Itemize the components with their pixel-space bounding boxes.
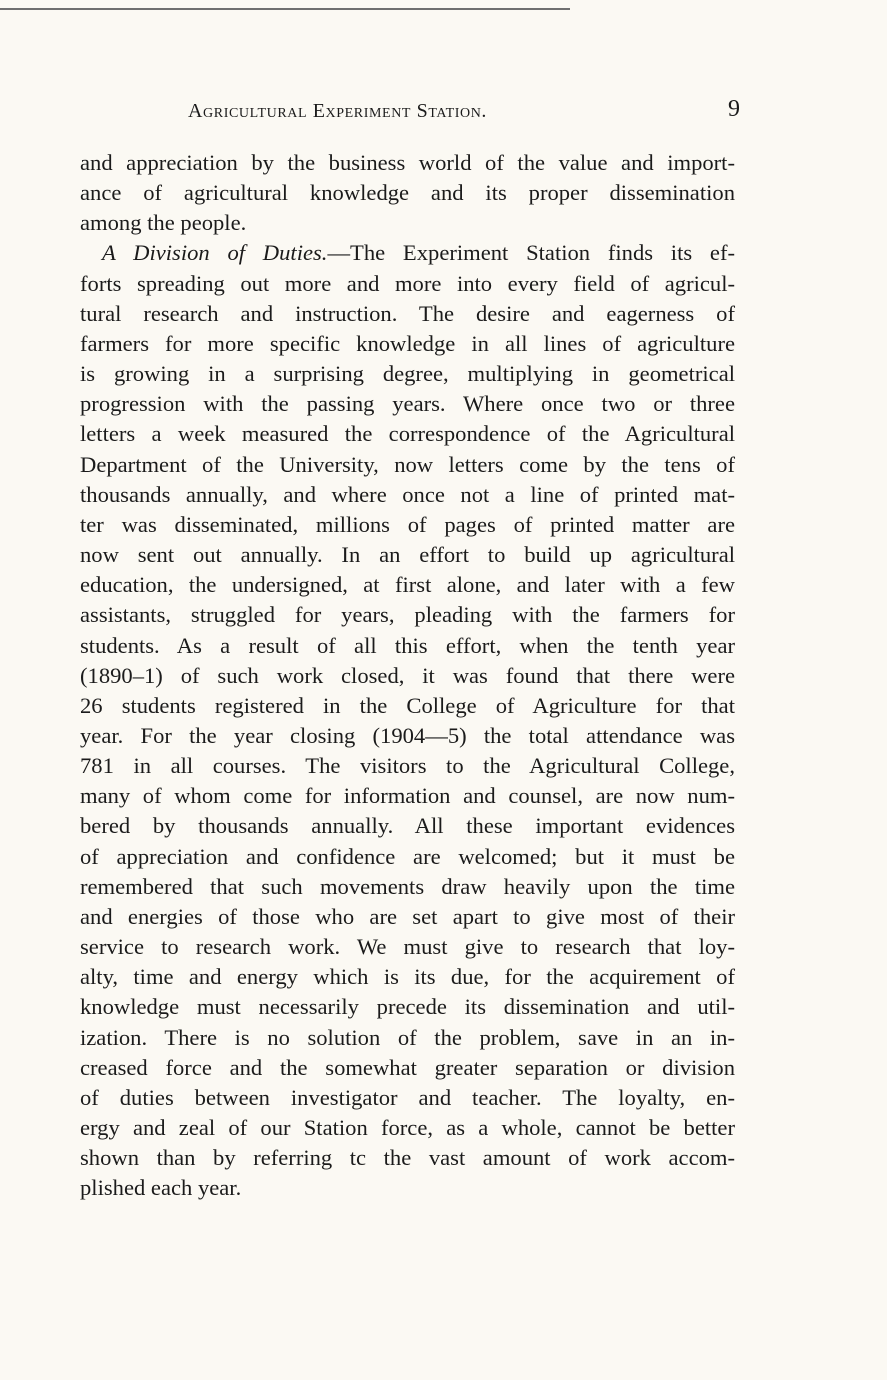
text-line: 781 in all courses. The visitors to the Agricultural College, (80, 753, 735, 779)
text-line: knowledge must necessarily precede its dissemination and util- (80, 994, 735, 1020)
running-head: Agricultural Experiment Station. (188, 100, 488, 122)
text-line: letters a week measured the correspondence of the Agricultural (80, 421, 735, 447)
text-line: (1890–1) of such work closed, it was found that there were (80, 662, 735, 688)
text-line: of duties between investigator and teacher. The loyalty, en- (80, 1084, 735, 1110)
text-line: and appreciation by the business world of the value and import- (80, 150, 735, 175)
text-line: service to research work. We must give to research that loy- (80, 934, 735, 960)
text-line: forts spreading out more and more into every field of agricul- (80, 270, 735, 296)
text-line: bered by thousands annually. All these important evidences (80, 813, 735, 839)
text-line: Department of the University, now letters come by the tens of (80, 451, 735, 477)
text-line: and energies of those who are set apart to give most of their (80, 903, 735, 929)
text-line: progression with the passing years. Where once two or three (80, 391, 735, 417)
page-number: 9 (728, 96, 740, 122)
text-line-first (80, 238, 735, 268)
text-line: assistants, struggled for years, pleading with the farmers for (80, 602, 735, 628)
text-line: alty, time and energy which is its due, for the acquirement of (80, 964, 735, 990)
paragraph-division-of-duties (80, 238, 735, 1203)
text-line: is growing in a surprising degree, multiplying in geometrical (80, 361, 735, 387)
body-text (80, 148, 735, 1203)
text-line: plished each year. (80, 1175, 242, 1201)
page-header (80, 96, 740, 130)
text-line: remembered that such movements draw heavily upon the time (80, 873, 735, 899)
text-line: creased force and the somewhat greater separation or division (80, 1054, 735, 1080)
paragraph-heading: A Division of Duties. (102, 240, 328, 266)
text-line: ter was disseminated, millions of pages of printed matter are (80, 511, 735, 537)
text-line: farmers for more specific knowledge in all lines of agriculture (80, 330, 735, 356)
text-line: of appreciation and confidence are welcomed; but it must be (80, 843, 735, 869)
text-line: thousands annually, and where once not a line of printed mat- (80, 481, 735, 507)
text-line: ance of agricultural knowledge and its proper dissemination (80, 180, 735, 206)
text-line: education, the undersigned, at first alone, and later with a few (80, 572, 735, 598)
top-rule (0, 8, 570, 10)
paragraph-continuation (80, 148, 735, 238)
text-line: 26 students registered in the College of Agriculture for that (80, 692, 735, 718)
text-line: ergy and zeal of our Station force, as a whole, cannot be better (80, 1115, 735, 1140)
text-line: shown than by referring tc the vast amount of work accom- (80, 1145, 735, 1171)
text-line: ization. There is no solution of the problem, save in an in- (80, 1024, 735, 1050)
text-line: tural research and instruction. The desire and eagerness of (80, 300, 735, 326)
text-segment: —The Experiment Station finds its ef- (327, 240, 735, 266)
text-line: now sent out annually. In an effort to build up agricultural (80, 542, 735, 568)
text-line: year. For the year closing (1904—5) the total attendance was (80, 722, 735, 748)
text-line: many of whom come for information and counsel, are now num- (80, 783, 735, 809)
text-line: students. As a result of all this effort, when the tenth year (80, 632, 735, 658)
text-line: among the people. (80, 210, 247, 236)
